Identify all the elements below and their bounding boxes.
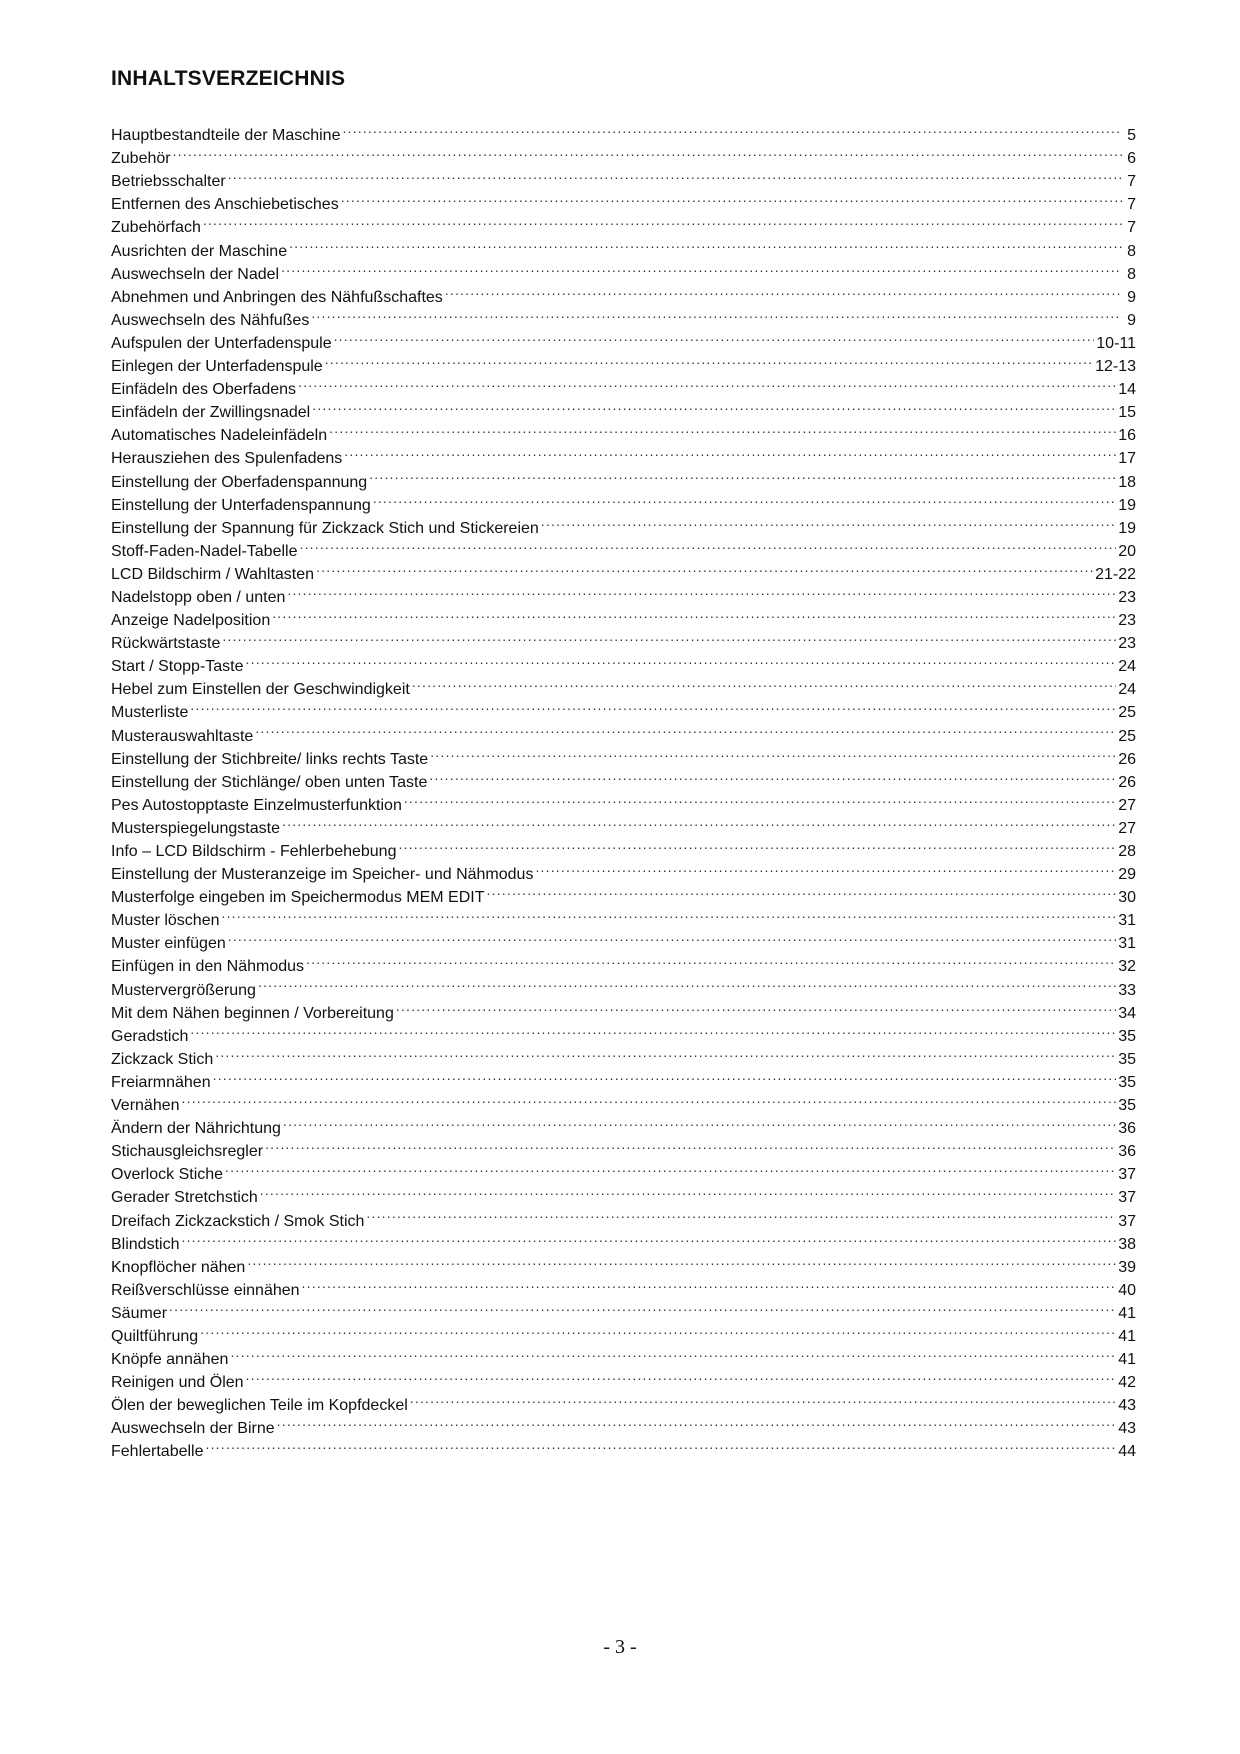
toc-dot-leader — [277, 1410, 1117, 1433]
toc-entry — [111, 902, 1136, 930]
toc-entry-page: 32 — [1118, 958, 1136, 976]
toc-entry-page: 30 — [1118, 889, 1136, 907]
toc-entry-label: Ausrichten der Maschine — [111, 242, 288, 260]
toc-entry — [111, 741, 1136, 768]
toc-entry-page: 29 — [1118, 866, 1136, 884]
toc-list — [111, 117, 1136, 1461]
toc-dot-leader — [258, 971, 1116, 994]
page-number: - 3 - — [603, 1636, 637, 1658]
toc-dot-leader — [344, 440, 1116, 463]
toc-entry — [111, 1364, 1136, 1392]
toc-dot-leader — [246, 1364, 1117, 1387]
toc-entry-page: 34 — [1118, 1004, 1136, 1022]
toc-dot-leader — [222, 902, 1117, 925]
toc-dot-leader — [366, 1202, 1116, 1225]
toc-dot-leader — [181, 1226, 1116, 1249]
toc-entry-label: Hebel zum Einstellen der Geschwindigkeit — [111, 681, 410, 699]
toc-entry-label: Reißverschlüsse einnähen — [111, 1281, 300, 1299]
toc-entry-label: Einstellung der Unterfadenspannung — [111, 496, 371, 514]
toc-entry-page: 8 — [1127, 265, 1136, 283]
toc-entry-page: 31 — [1118, 935, 1136, 953]
toc-entry — [111, 625, 1136, 653]
toc-entry — [111, 140, 1136, 168]
toc-entry-page: 7 — [1127, 196, 1136, 214]
toc-dot-leader — [298, 371, 1116, 394]
toc-dot-leader — [398, 833, 1116, 856]
toc-entry-page: 43 — [1118, 1420, 1136, 1438]
toc-entry-label: Mustervergrößerung — [111, 981, 256, 999]
toc-dot-leader — [289, 232, 1122, 255]
toc-entry-label: LCD Bildschirm / Wahltasten — [111, 565, 315, 583]
toc-dot-leader — [369, 463, 1116, 486]
toc-dot-leader — [373, 487, 1116, 510]
toc-entry — [111, 995, 1136, 1022]
toc-entry-page: 10-11 — [1096, 334, 1136, 352]
toc-dot-leader — [299, 533, 1116, 556]
toc-entry-label: Musterauswahltaste — [111, 727, 254, 745]
toc-entry-label: Einstellung der Stichlänge/ oben unten Taste — [111, 773, 428, 791]
toc-entry-label: Ändern der Nährichtung — [111, 1120, 281, 1138]
toc-entry-label: Auswechseln der Birne — [111, 1420, 275, 1438]
toc-dot-leader — [302, 1272, 1117, 1295]
toc-entry-page: 41 — [1118, 1327, 1136, 1345]
toc-dot-leader — [203, 209, 1122, 232]
toc-entry-page: 9 — [1127, 288, 1136, 306]
toc-entry-page: 16 — [1118, 427, 1136, 445]
toc-entry — [111, 1272, 1136, 1299]
toc-entry-label: Rückwärtstaste — [111, 635, 221, 653]
toc-entry-page: 6 — [1127, 150, 1136, 168]
toc-entry-page: 25 — [1118, 704, 1136, 722]
toc-entry-label: Betriebsschalter — [111, 173, 226, 191]
toc-entry-label: Einfädeln des Oberfadens — [111, 381, 297, 399]
toc-entry-label: Muster einfügen — [111, 935, 226, 953]
toc-entry-page: 37 — [1118, 1212, 1136, 1230]
toc-entry-page: 25 — [1118, 727, 1136, 745]
toc-dot-leader — [206, 1433, 1117, 1456]
toc-entry-page: 19 — [1118, 519, 1136, 537]
toc-dot-leader — [334, 325, 1095, 348]
toc-dot-leader — [341, 186, 1122, 209]
page-title: INHALTSVERZEICHNIS — [111, 67, 346, 90]
toc-dot-leader — [190, 1018, 1116, 1041]
toc-dot-leader — [225, 1156, 1116, 1179]
toc-entry-label: Musterspiegelungstaste — [111, 819, 280, 837]
toc-entry-label: Auswechseln der Nadel — [111, 265, 280, 283]
toc-entry-page: 26 — [1118, 750, 1136, 768]
toc-dot-leader — [272, 602, 1116, 625]
toc-entry-page: 43 — [1118, 1397, 1136, 1415]
toc-entry-page: 24 — [1118, 681, 1136, 699]
toc-entry-page: 36 — [1118, 1120, 1136, 1138]
toc-entry-page: 19 — [1118, 496, 1136, 514]
toc-entry-page: 15 — [1118, 404, 1136, 422]
toc-entry-label: Auswechseln des Nähfußes — [111, 311, 310, 329]
toc-entry-page: 28 — [1118, 843, 1136, 860]
toc-entry-label: Musterfolge eingeben im Speichermodus MEM EDIT — [111, 889, 485, 907]
toc-entry-page: 14 — [1118, 381, 1136, 399]
toc-dot-leader — [190, 694, 1116, 717]
toc-entry-label: Mit dem Nähen beginnen / Vorbereitung — [111, 1004, 394, 1022]
toc-entry — [111, 1064, 1136, 1091]
toc-dot-leader — [312, 394, 1116, 417]
toc-dot-leader — [281, 256, 1122, 279]
toc-entry — [111, 1110, 1136, 1138]
toc-dot-leader — [329, 417, 1116, 440]
toc-dot-leader — [316, 556, 1093, 579]
toc-entry-page: 27 — [1118, 819, 1136, 837]
toc-entry-page: 7 — [1127, 173, 1136, 191]
toc-entry — [111, 1295, 1136, 1322]
toc-entry-label: Anzeige Nadelposition — [111, 612, 271, 630]
toc-dot-leader — [306, 948, 1116, 971]
toc-entry-label: Entfernen des Anschiebetisches — [111, 196, 339, 214]
toc-dot-leader — [311, 302, 1122, 325]
toc-dot-leader — [213, 1064, 1117, 1087]
toc-entry — [111, 1249, 1136, 1276]
toc-entry-page: 7 — [1127, 219, 1136, 237]
toc-entry-page: 37 — [1118, 1166, 1136, 1184]
toc-entry-label: Quiltführung — [111, 1327, 199, 1345]
toc-entry-page: 23 — [1118, 588, 1136, 606]
toc-entry-page: 41 — [1118, 1351, 1136, 1369]
toc-dot-leader — [535, 856, 1116, 879]
toc-dot-leader — [215, 1041, 1116, 1064]
toc-dot-leader — [430, 741, 1116, 764]
toc-entry-label: Stoff-Faden-Nadel-Tabelle — [111, 542, 298, 560]
toc-entry-page: 8 — [1127, 242, 1136, 260]
toc-entry-page: 17 — [1118, 450, 1136, 468]
toc-entry-label: Einstellung der Musteranzeige im Speicher- und Nähmodus — [111, 866, 534, 884]
toc-entry-page: 23 — [1118, 612, 1136, 630]
toc-entry — [111, 948, 1136, 976]
toc-entry-page: 42 — [1118, 1374, 1136, 1392]
toc-dot-leader — [404, 787, 1116, 810]
toc-entry-label: Pes Autostopptaste Einzelmusterfunktion — [111, 796, 402, 814]
toc-entry-label: Stichausgleichsregler — [111, 1143, 264, 1161]
toc-entry-label: Knöpfe annähen — [111, 1351, 229, 1369]
toc-dot-leader — [287, 579, 1116, 602]
toc-entry-label: Säumer — [111, 1304, 168, 1322]
toc-entry-page: 41 — [1118, 1304, 1136, 1322]
toc-dot-leader — [429, 764, 1116, 787]
toc-entry — [111, 1202, 1136, 1230]
toc-entry-label: Hauptbestandteile der Maschine — [111, 127, 341, 145]
toc-entry-label: Abnehmen und Anbringen des Nähfußschaftes — [111, 288, 443, 306]
toc-dot-leader — [325, 348, 1093, 371]
toc-dot-leader — [410, 1387, 1116, 1410]
toc-entry-page: 5 — [1127, 127, 1136, 145]
toc-entry-label: Ölen der beweglichen Teile im Kopfdeckel — [111, 1397, 408, 1415]
toc-dot-leader — [228, 163, 1122, 186]
toc-entry-page: 44 — [1118, 1443, 1136, 1461]
toc-entry — [111, 648, 1136, 676]
toc-entry-page: 37 — [1118, 1189, 1136, 1207]
toc-dot-leader — [255, 717, 1116, 740]
toc-entry-label: Overlock Stiche — [111, 1166, 224, 1184]
toc-entry — [111, 694, 1136, 722]
toc-entry-page: 40 — [1118, 1281, 1136, 1299]
toc-entry-page: 38 — [1118, 1235, 1136, 1253]
toc-entry-label: Muster löschen — [111, 912, 220, 930]
toc-entry-page: 33 — [1118, 981, 1136, 999]
toc-entry — [111, 1179, 1136, 1207]
toc-entry-label: Fehlertabelle — [111, 1443, 204, 1461]
toc-entry-label: Start / Stopp-Taste — [111, 658, 244, 676]
toc-entry-page: 27 — [1118, 796, 1136, 814]
toc-entry-label: Geradstich — [111, 1027, 189, 1045]
toc-entry-label: Einstellung der Stichbreite/ links rechts Taste — [111, 750, 429, 768]
toc-dot-leader — [265, 1133, 1116, 1156]
toc-entry-page: 35 — [1118, 1027, 1136, 1045]
toc-dot-leader — [260, 1179, 1116, 1202]
toc-entry — [111, 1018, 1136, 1045]
toc-entry-page: 36 — [1118, 1143, 1136, 1161]
toc-entry-label: Einfügen in den Nähmodus — [111, 958, 305, 976]
toc-dot-leader — [169, 1295, 1116, 1318]
toc-dot-leader — [246, 648, 1117, 671]
toc-dot-leader — [396, 995, 1116, 1018]
toc-entry — [111, 117, 1136, 145]
toc-entry-label: Zubehörfach — [111, 219, 201, 237]
toc-entry-label: Zickzack Stich — [111, 1050, 214, 1068]
toc-entry — [111, 1041, 1136, 1068]
toc-dot-leader — [173, 140, 1122, 163]
toc-entry — [111, 1226, 1136, 1253]
toc-entry — [111, 1087, 1136, 1115]
toc-entry-label: Vernähen — [111, 1097, 180, 1115]
toc-entry — [111, 971, 1136, 999]
toc-entry-label: Nadelstopp oben / unten — [111, 588, 286, 606]
toc-dot-leader — [200, 1318, 1116, 1341]
toc-dot-leader — [182, 1087, 1117, 1110]
toc-entry-label: Reinigen und Ölen — [111, 1374, 244, 1392]
toc-entry — [111, 1387, 1136, 1415]
toc-entry — [111, 1318, 1136, 1345]
toc-entry-page: 35 — [1118, 1073, 1136, 1091]
toc-entry-label: Automatisches Nadeleinfädeln — [111, 427, 328, 445]
toc-entry-page: 26 — [1118, 773, 1136, 791]
toc-dot-leader — [222, 625, 1116, 648]
toc-entry-label: Freiarmnähen — [111, 1073, 211, 1091]
toc-entry-label: Zubehör — [111, 150, 171, 168]
toc-entry-page: 35 — [1118, 1097, 1136, 1115]
toc-entry-page: 35 — [1118, 1050, 1136, 1068]
toc-dot-leader — [541, 510, 1116, 533]
toc-entry-label: Einfädeln der Zwillingsnadel — [111, 404, 311, 422]
toc-entry-label: Aufspulen der Unterfadenspule — [111, 334, 332, 352]
toc-entry-page: 23 — [1118, 635, 1136, 653]
toc-entry-label: Knopflöcher nähen — [111, 1258, 246, 1276]
toc-dot-leader — [283, 1110, 1116, 1133]
toc-entry — [111, 209, 1136, 237]
toc-dot-leader — [247, 1249, 1116, 1272]
toc-entry-label: Dreifach Zickzackstich / Smok Stich — [111, 1212, 365, 1230]
toc-entry — [111, 1341, 1136, 1369]
toc-entry-label: Gerader Stretchstich — [111, 1189, 258, 1207]
toc-dot-leader — [282, 810, 1116, 833]
toc-entry — [111, 717, 1136, 745]
toc-entry-label: Einlegen der Unterfadenspule — [111, 358, 323, 376]
toc-entry-page: 12-13 — [1095, 358, 1136, 376]
toc-entry-label: Musterliste — [111, 704, 189, 722]
toc-entry-label: Einstellung der Spannung für Zickzack Stich und Stickereien — [111, 519, 539, 537]
toc-entry-page: 9 — [1127, 311, 1136, 329]
toc-dot-leader — [230, 1341, 1116, 1364]
toc-entry — [111, 1133, 1136, 1161]
toc-entry — [111, 186, 1136, 214]
toc-dot-leader — [487, 879, 1117, 902]
toc-dot-leader — [342, 117, 1122, 140]
toc-entry-page: 18 — [1118, 473, 1136, 491]
toc-entry-page: 31 — [1118, 912, 1136, 930]
toc-entry-page: 39 — [1118, 1258, 1136, 1276]
toc-entry — [111, 232, 1136, 260]
toc-entry — [111, 671, 1136, 699]
toc-entry-label: Blindstich — [111, 1235, 180, 1253]
toc-entry — [111, 925, 1136, 953]
toc-entry-label: Herausziehen des Spulenfadens — [111, 450, 343, 468]
toc-entry — [111, 1433, 1136, 1461]
toc-entry-page: 24 — [1118, 658, 1136, 676]
toc-entry — [111, 1156, 1136, 1184]
toc-dot-leader — [412, 671, 1116, 694]
toc-dot-leader — [228, 925, 1116, 948]
toc-page — [111, 64, 1136, 1461]
toc-entry-page: 20 — [1118, 542, 1136, 560]
toc-entry-page: 21-22 — [1095, 565, 1136, 583]
toc-entry-label: Info – LCD Bildschirm - Fehlerbehebung — [111, 843, 397, 860]
toc-entry-label: Einstellung der Oberfadenspannung — [111, 473, 368, 491]
toc-entry — [111, 163, 1136, 191]
toc-dot-leader — [445, 279, 1122, 302]
